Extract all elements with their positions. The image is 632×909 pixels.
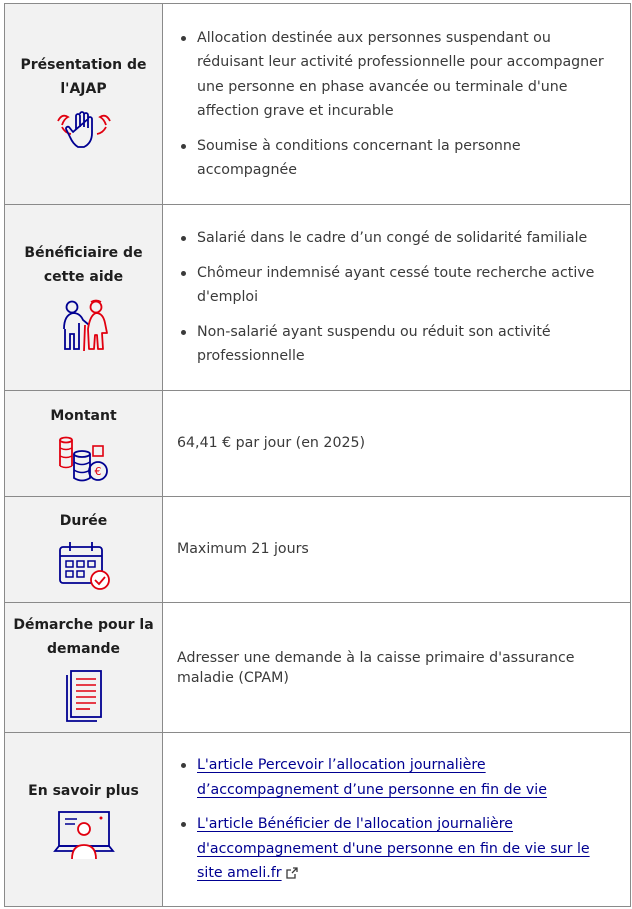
demarche-value: Adresser une demande à la caisse primaire d'assurance maladie (CPAM) [177, 649, 575, 686]
list-item: Non-salarié ayant suspendu ou réduit son activité professionnelle [197, 320, 614, 369]
label-cell [5, 497, 163, 603]
row-label-presentation: Présentation de l'AJAP [20, 57, 147, 97]
row-demarche [5, 603, 631, 733]
label-cell [5, 603, 163, 733]
calendar-check-icon [56, 539, 112, 591]
link-ameli-ajap[interactable] [197, 816, 590, 881]
caregiver-elderly-icon [54, 295, 114, 355]
link-percevoir-ajap[interactable]: L'article Percevoir l’allocation journalière d’accompagnement d’une personne en fin de vie [197, 757, 547, 798]
svg-text:€: € [94, 464, 101, 478]
content-cell [163, 603, 631, 733]
list-item [197, 812, 614, 886]
content-cell [163, 205, 631, 391]
content-cell [163, 497, 631, 603]
row-label-duree: Durée [59, 512, 108, 529]
document-icon [62, 667, 106, 723]
montant-value: 64,41 € par jour (en 2025) [177, 435, 366, 452]
row-montant [5, 391, 631, 497]
row-presentation [5, 4, 631, 205]
list-item [197, 753, 614, 802]
computer-person-icon [53, 809, 115, 861]
coins-euro-icon [56, 434, 112, 484]
label-cell [5, 205, 163, 391]
row-label-savoir: En savoir plus [28, 782, 139, 799]
content-cell [163, 4, 631, 205]
list-item: Chômeur indemnisé ayant cessé toute recherche active d'emploi [197, 261, 614, 310]
list-item: Salarié dans le cadre d’un congé de solidarité familiale [197, 226, 614, 251]
label-cell [5, 733, 163, 907]
row-beneficiaire [5, 205, 631, 391]
row-duree [5, 497, 631, 603]
list-item: Soumise à conditions concernant la personne accompagnée [197, 134, 614, 183]
savoir-list [177, 753, 614, 886]
duree-value: Maximum 21 jours [177, 541, 309, 558]
beneficiaire-list [177, 226, 614, 369]
content-cell [163, 733, 631, 907]
external-link-icon [286, 867, 298, 879]
row-savoir [5, 733, 631, 907]
presentation-list [177, 26, 614, 183]
info-table [4, 3, 631, 907]
link-ameli-text[interactable]: L'article Bénéficier de l'allocation journalière d'accompagnement d'une personne en fin de vie sur le site ameli.fr [197, 816, 590, 882]
row-label-montant: Montant [50, 407, 117, 424]
label-cell [5, 4, 163, 205]
label-cell [5, 391, 163, 497]
content-cell [163, 391, 631, 497]
row-label-beneficiaire: Bénéficiaire de cette aide [24, 244, 143, 285]
hand-care-icon [54, 107, 114, 155]
row-label-demarche: Démarche pour la demande [13, 616, 154, 657]
list-item: Allocation destinée aux personnes suspendant ou réduisant leur activité professionnelle pour accompagner une personne en phase avancée ou terminale d'une affection grave et incurable [197, 26, 614, 124]
